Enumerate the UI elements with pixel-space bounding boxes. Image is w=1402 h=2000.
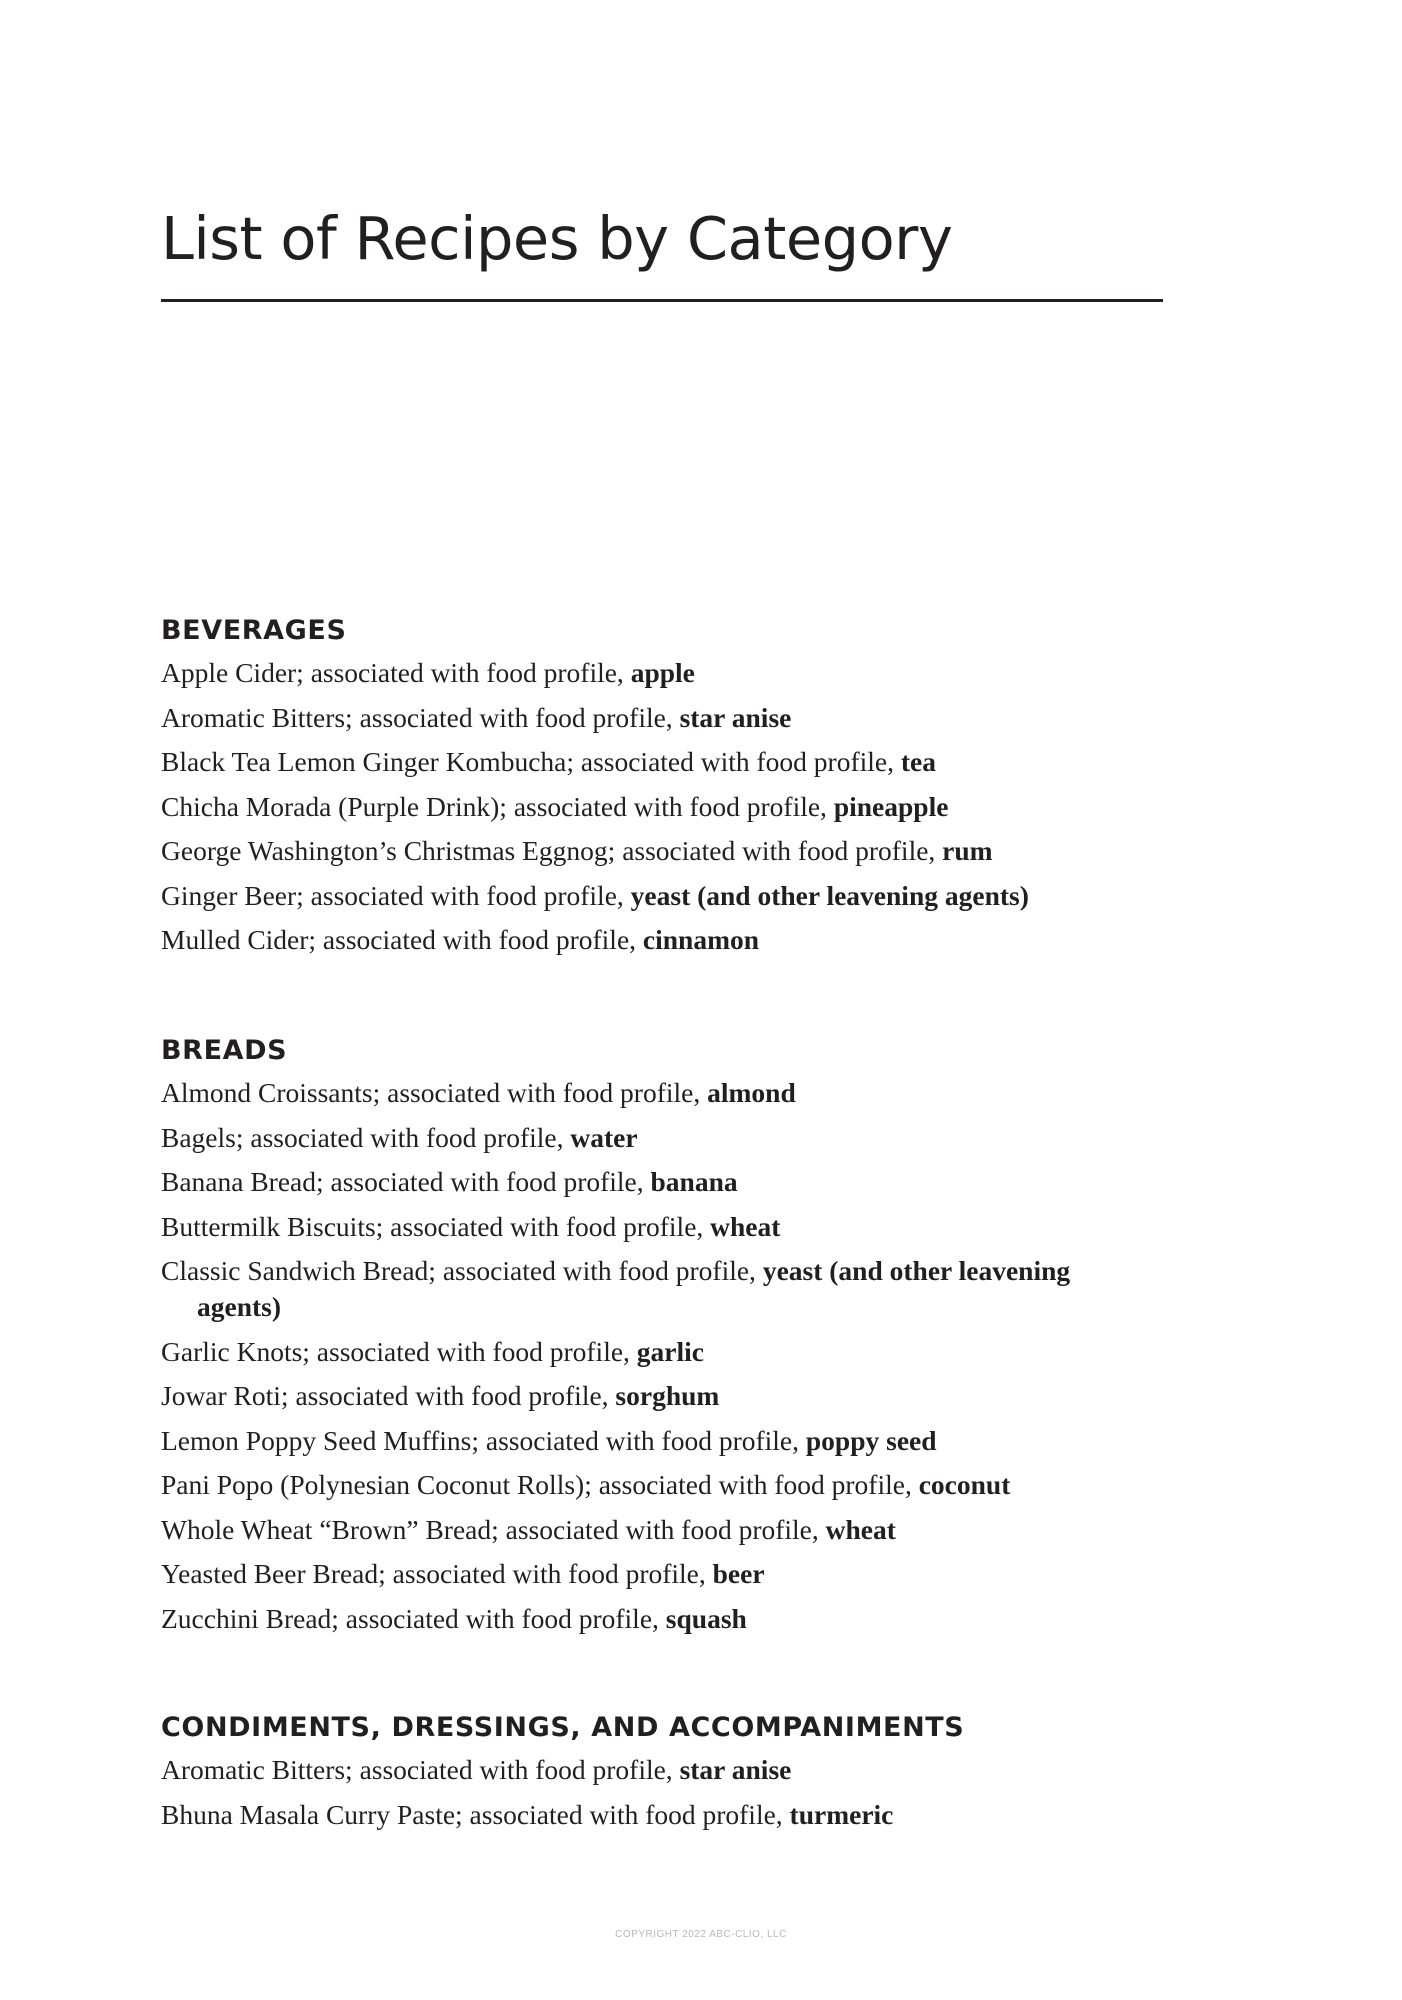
food-profile: almond: [707, 1077, 796, 1108]
food-profile: sorghum: [615, 1380, 720, 1411]
recipe-name: Yeasted Beer Bread; associated with food profile,: [161, 1558, 713, 1589]
recipe-entry: [161, 1334, 1097, 1379]
food-profile: star anise: [679, 1754, 792, 1785]
food-profile: yeast (and other leavening agents): [197, 1255, 1071, 1322]
food-profile: pineapple: [833, 790, 949, 822]
recipe-name: Jowar Roti; associated with food profile,: [161, 1380, 616, 1411]
recipe-name: Lemon Poppy Seed Muffins; associated with food profile,: [161, 1424, 806, 1456]
food-profile: tea: [900, 746, 936, 777]
section-beverages: [161, 611, 1261, 967]
recipe-entry: [161, 1797, 1097, 1842]
food-profile: apple: [630, 657, 695, 688]
recipe-entry: [161, 700, 1097, 745]
food-profile: water: [570, 1121, 638, 1153]
recipe-name: Bagels; associated with food profile,: [161, 1121, 571, 1153]
food-profile: squash: [665, 1602, 747, 1634]
recipe-entry: [161, 1209, 1097, 1254]
recipe-entry: [161, 789, 1097, 834]
recipe-entry: [161, 1601, 1097, 1646]
section-condiments: [161, 1708, 1261, 1841]
recipe-name: Bhuna Masala Curry Paste; associated with food profile,: [161, 1798, 790, 1830]
food-profile: banana: [650, 1166, 738, 1197]
recipe-name: Apple Cider; associated with food profile,: [161, 657, 631, 688]
section-breads: [161, 1031, 1261, 1645]
recipe-entry: [161, 1512, 1097, 1557]
food-profile: wheat: [825, 1513, 896, 1545]
food-profile: garlic: [636, 1335, 704, 1367]
recipe-entry: [161, 1120, 1097, 1165]
section-heading: BEVERAGES: [161, 615, 347, 646]
recipe-entry: [161, 1378, 1097, 1423]
recipe-entry: [161, 655, 1097, 700]
food-profile: beer: [712, 1558, 765, 1589]
food-profile: turmeric: [789, 1798, 894, 1830]
recipe-name: Ginger Beer; associated with food profile,: [161, 879, 631, 911]
food-profile: cinnamon: [642, 924, 760, 955]
recipe-entry: [161, 1164, 1097, 1209]
food-profile: star anise: [679, 701, 792, 733]
recipe-name: Almond Croissants; associated with food profile,: [161, 1077, 708, 1108]
recipe-entry: [161, 833, 1097, 878]
title-divider: [161, 299, 1163, 302]
recipe-entry: [161, 1253, 1077, 1334]
recipe-entry: [161, 878, 1097, 923]
recipe-name: Banana Bread; associated with food profile,: [161, 1166, 651, 1197]
section-heading: BREADS: [161, 1035, 288, 1066]
section-heading: CONDIMENTS, DRESSINGS, AND ACCOMPANIMENTS: [161, 1712, 965, 1743]
recipe-name: George Washington’s Christmas Eggnog; associated with food profile,: [161, 835, 943, 866]
recipe-name: Garlic Knots; associated with food profile,: [161, 1335, 637, 1367]
recipe-name: Buttermilk Biscuits; associated with food profile,: [161, 1210, 711, 1242]
recipe-name: Classic Sandwich Bread; associated with food profile,: [161, 1255, 763, 1286]
recipe-entry: [161, 1556, 1097, 1601]
recipe-entry: [161, 1467, 1097, 1512]
recipe-name: Zucchini Bread; associated with food profile,: [161, 1602, 666, 1634]
recipe-entry: [161, 744, 1097, 789]
recipe-name: Aromatic Bitters; associated with food profile,: [161, 1754, 680, 1785]
recipe-entry: [161, 1075, 1097, 1120]
food-profile: wheat: [710, 1210, 781, 1242]
recipe-entry: [161, 1752, 1097, 1797]
food-profile: coconut: [918, 1469, 1011, 1500]
food-profile: yeast (and other leavening agents): [630, 879, 1029, 911]
recipe-name: Mulled Cider; associated with food profile,: [161, 924, 643, 955]
copyright-footer: COPYRIGHT 2022 ABC-CLIO, LLC: [615, 1929, 787, 1940]
page-title: List of Recipes by Category: [161, 204, 953, 273]
recipe-entry: [161, 922, 1097, 967]
recipe-name: Pani Popo (Polynesian Coconut Rolls); associated with food profile,: [161, 1469, 919, 1500]
food-profile: poppy seed: [805, 1424, 937, 1456]
recipe-name: Whole Wheat “Brown” Bread; associated with food profile,: [161, 1513, 826, 1545]
recipe-entry: [161, 1423, 1097, 1468]
recipe-name: Black Tea Lemon Ginger Kombucha; associated with food profile,: [161, 746, 901, 777]
recipe-name: Chicha Morada (Purple Drink); associated with food profile,: [161, 790, 834, 822]
recipe-name: Aromatic Bitters; associated with food profile,: [161, 701, 680, 733]
food-profile: rum: [942, 835, 993, 866]
